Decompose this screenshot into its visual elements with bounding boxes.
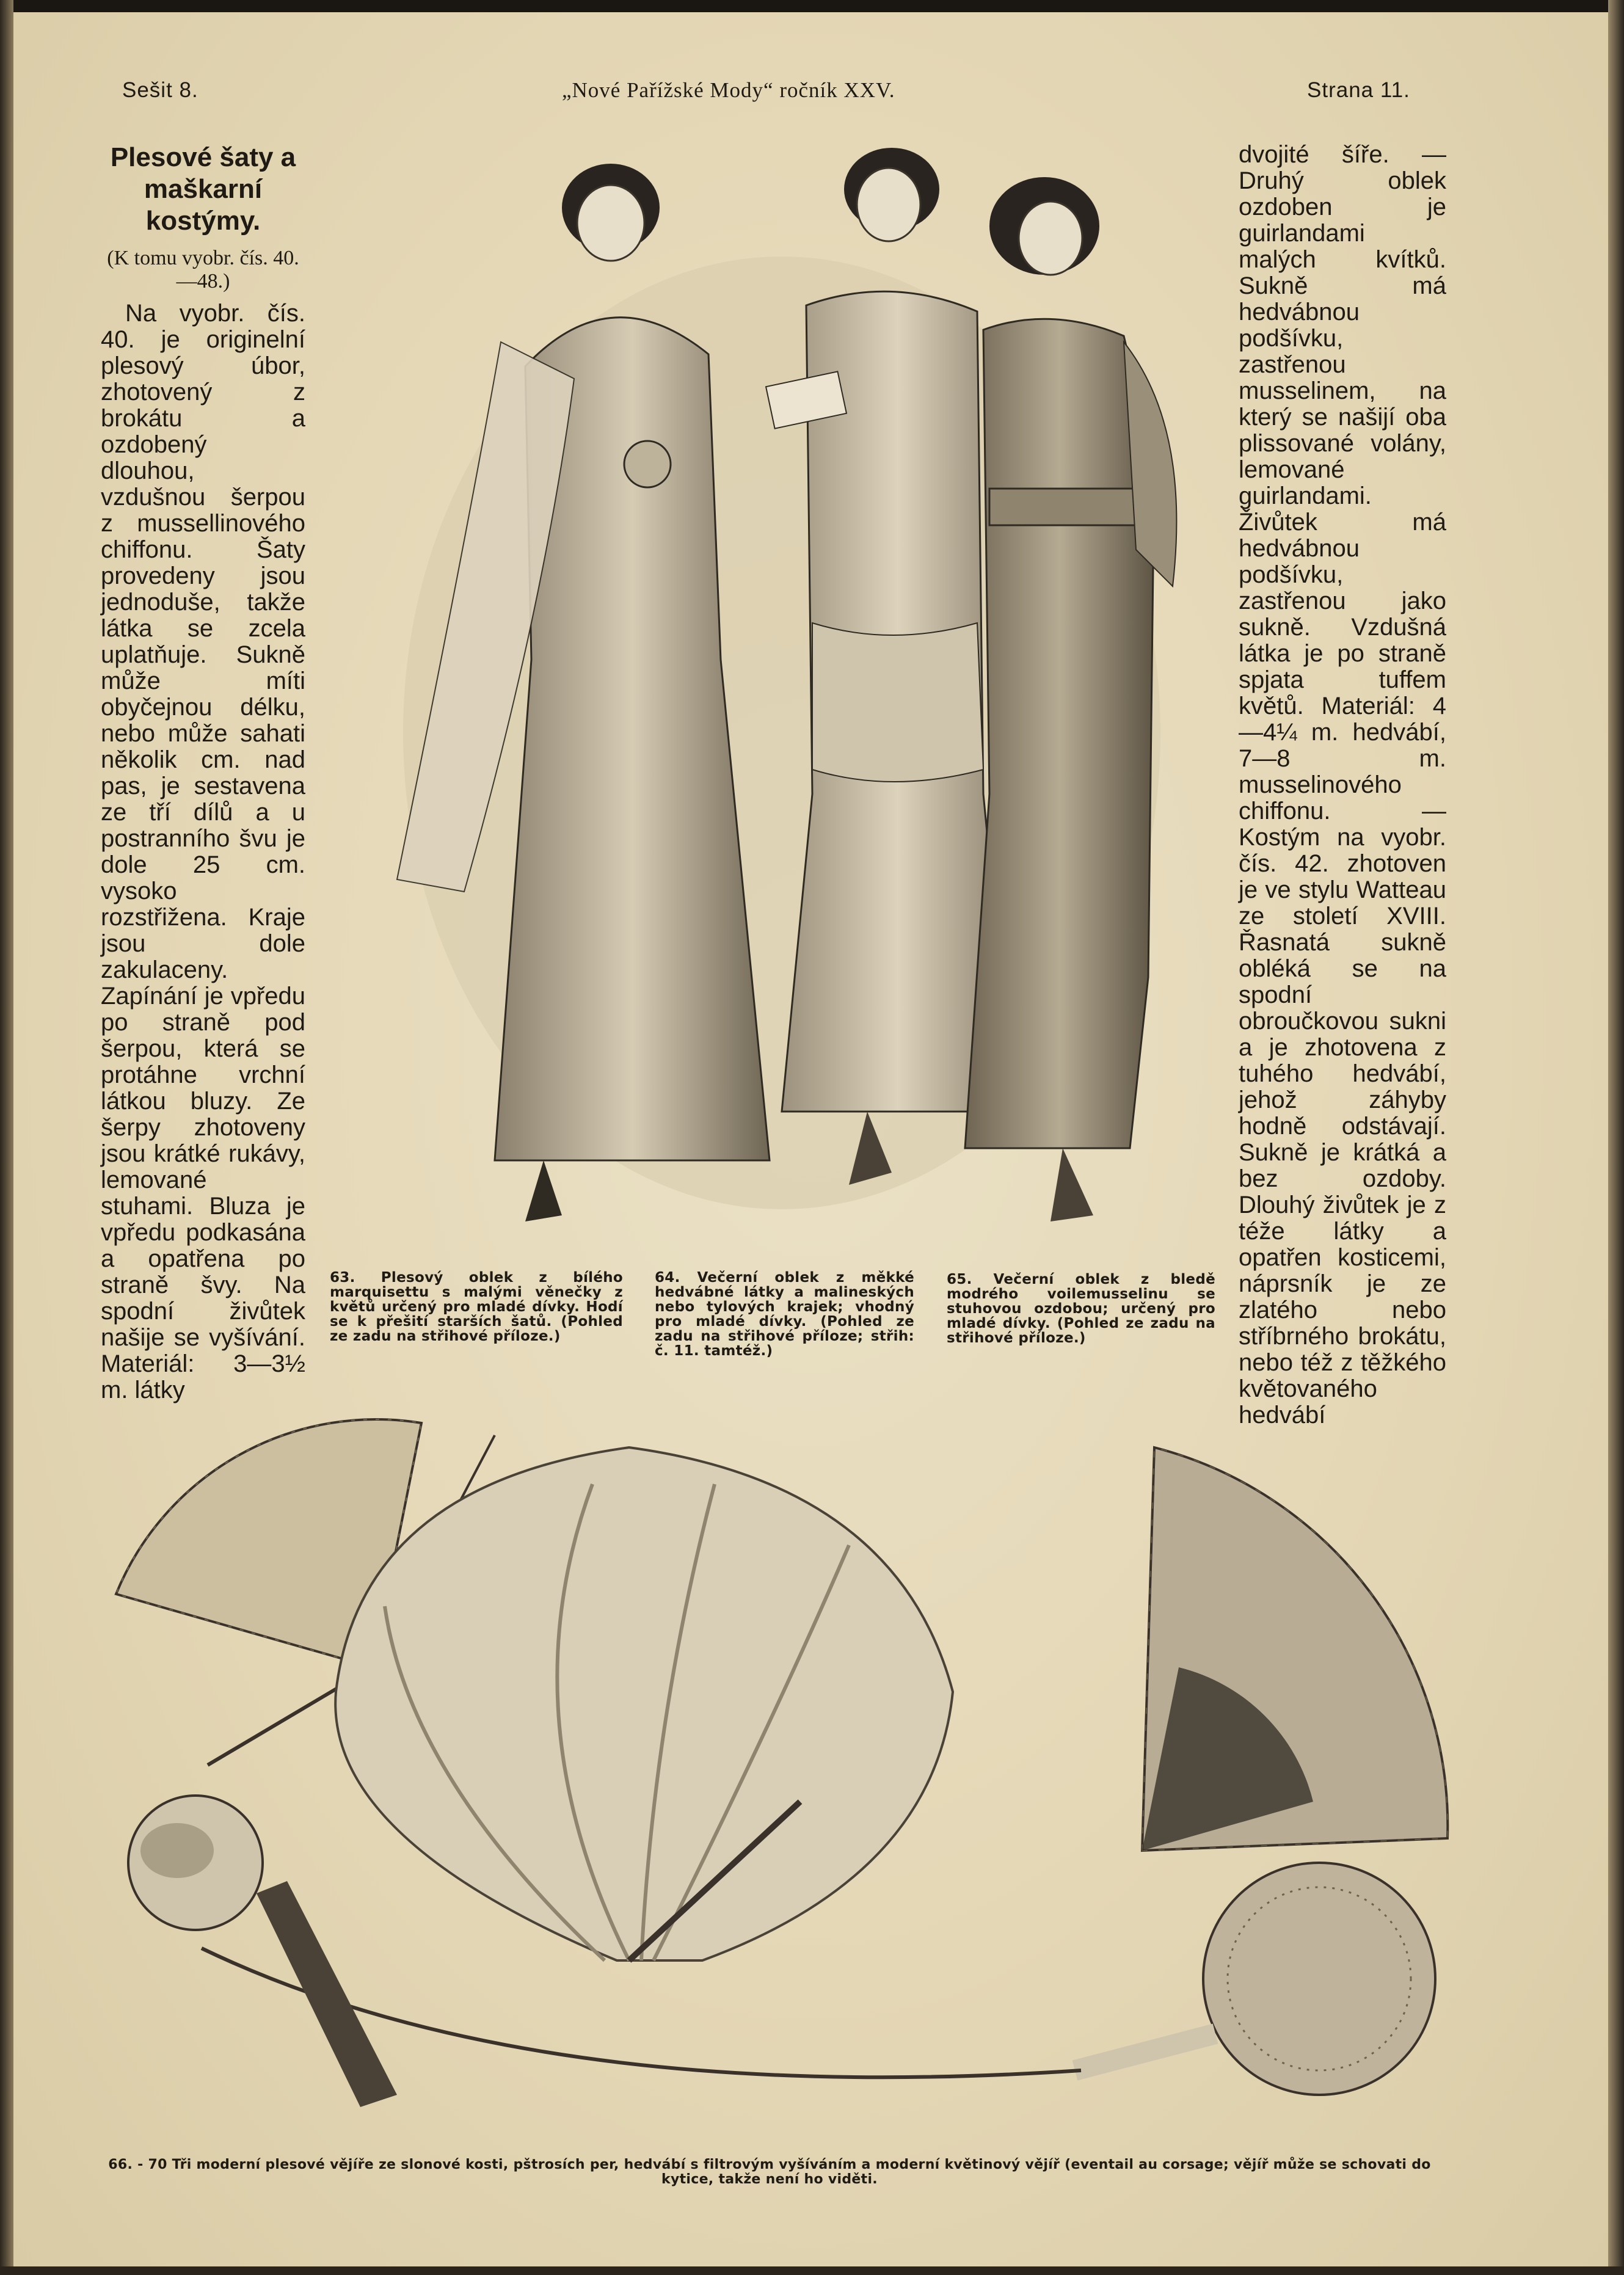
article-body-right: dvojité šíře. — Druhý oblek ozdoben je guirlandami malých kvítků. Sukně má hedvábnou podšívku, zastřenou musselinem, na který se našijí oba plissované volány, lemované guirlandami. Živůtek má hedvábnou podšívku, zastřenou jako sukně. Vzdušná látka je po straně spjata tuffem květů. Materiál: 4—4¼ m. hedvábí, 7—8 m. musselinového chiffonu. — Kostým na vyobr. čís. 42. zhotoven je ve stylu Watteau ze století XVIII. Řasnatá sukně obléká se na spodní obroučkovou sukni a je zhotovena z tuhého hedvábí, jehož záhyby hodně odstávají. Sukně je krátká a bez ozdoby. Dlouhý živůtek je z téže látky a opatřen kosticemi, náprsník je ze zlatého nebo stříbrného brokátu, nebo též z těžkého květovaného hedvábí xyxy=(1239,141,1446,1429)
magazine-title: „Nové Pařížské Mody“ ročník XXV. xyxy=(562,78,895,102)
page-number: Strana 11. xyxy=(1307,78,1410,102)
article-right-column xyxy=(1239,142,1446,1429)
issue-number: Sešit 8. xyxy=(122,78,198,102)
article-left-column xyxy=(101,142,305,1403)
figure-reference: (K tomu vyobr. čís. 40.—48.) xyxy=(107,247,299,293)
page-right-edge xyxy=(1608,0,1624,2275)
article-body-left: Na vyobr. čís. 40. je originelní plesový úbor, zhotovený z brokátu a ozdobený dlouhou, vzdušnou šerpou z mussellinového chiffonu. Šaty provedeny jsou jednoduše, takže látka se zcela uplatňuje. Sukně může míti obyčejnou délku, nebo může sahati několik cm. nad pas, je sestavena ze tří dílů a u postranního švu je dole 25 cm. vysoko rozstřižena. Kraje jsou dole zakulaceny. Zapínání je vpředu po straně pod šerpou, která se protáhne vrchní látkou bluzy. Ze šerpy zhotoveny jsou krátké rukávy, lemované stuhami. Bluza je vpředu podkasána a opatřena po straně švy. Na spodní živůtek našije se vyšívání. Materiál: 3—3½ m. látky xyxy=(101,300,305,1403)
fans-illustration xyxy=(104,1411,1466,2125)
page-left-edge xyxy=(0,0,13,2275)
page-bottom-edge xyxy=(0,2266,1624,2275)
dresses-illustration xyxy=(342,122,1222,1252)
caption-63: 63. Plesový oblek z bílého marquisettu s malými věnečky z květů určený pro mladé dívky. Hodí se k přešití starších šatů. (Pohled ze zadu na střihové příloze.) xyxy=(330,1270,623,1344)
page-top-edge xyxy=(0,0,1624,12)
silk-embroidered-fan-icon xyxy=(1142,1447,1447,1851)
caption-64: 64. Večerní oblek z měkké hedvábné látky a malineských nebo tylových krajek; vhodný pro mladé dívky. (Pohled ze zadu na střihové příloze; střih: č. 11. tamtéž.) xyxy=(655,1270,914,1359)
caption-66: 66. - 70 Tři moderní plesové vějíře ze slonové kosti, pštrosích per, hedvábí s filtrovým vyšíváním a moderní květinový vějíř (eventail au corsage; vějíř může se schovati do kytice, takže není ho viděti. xyxy=(108,2157,1431,2187)
caption-65: 65. Večerní oblek z bledě modrého voilemusselinu se stuhovou ozdobou; určený pro mladé dívky. (Pohled ze zadu na střihové příloze.) xyxy=(947,1272,1215,1346)
article-title: Plesové šaty a maškarní kostýmy. xyxy=(110,142,296,236)
ostrich-feather-fan-icon xyxy=(335,1447,953,1960)
gown-65-figure xyxy=(965,177,1176,1221)
